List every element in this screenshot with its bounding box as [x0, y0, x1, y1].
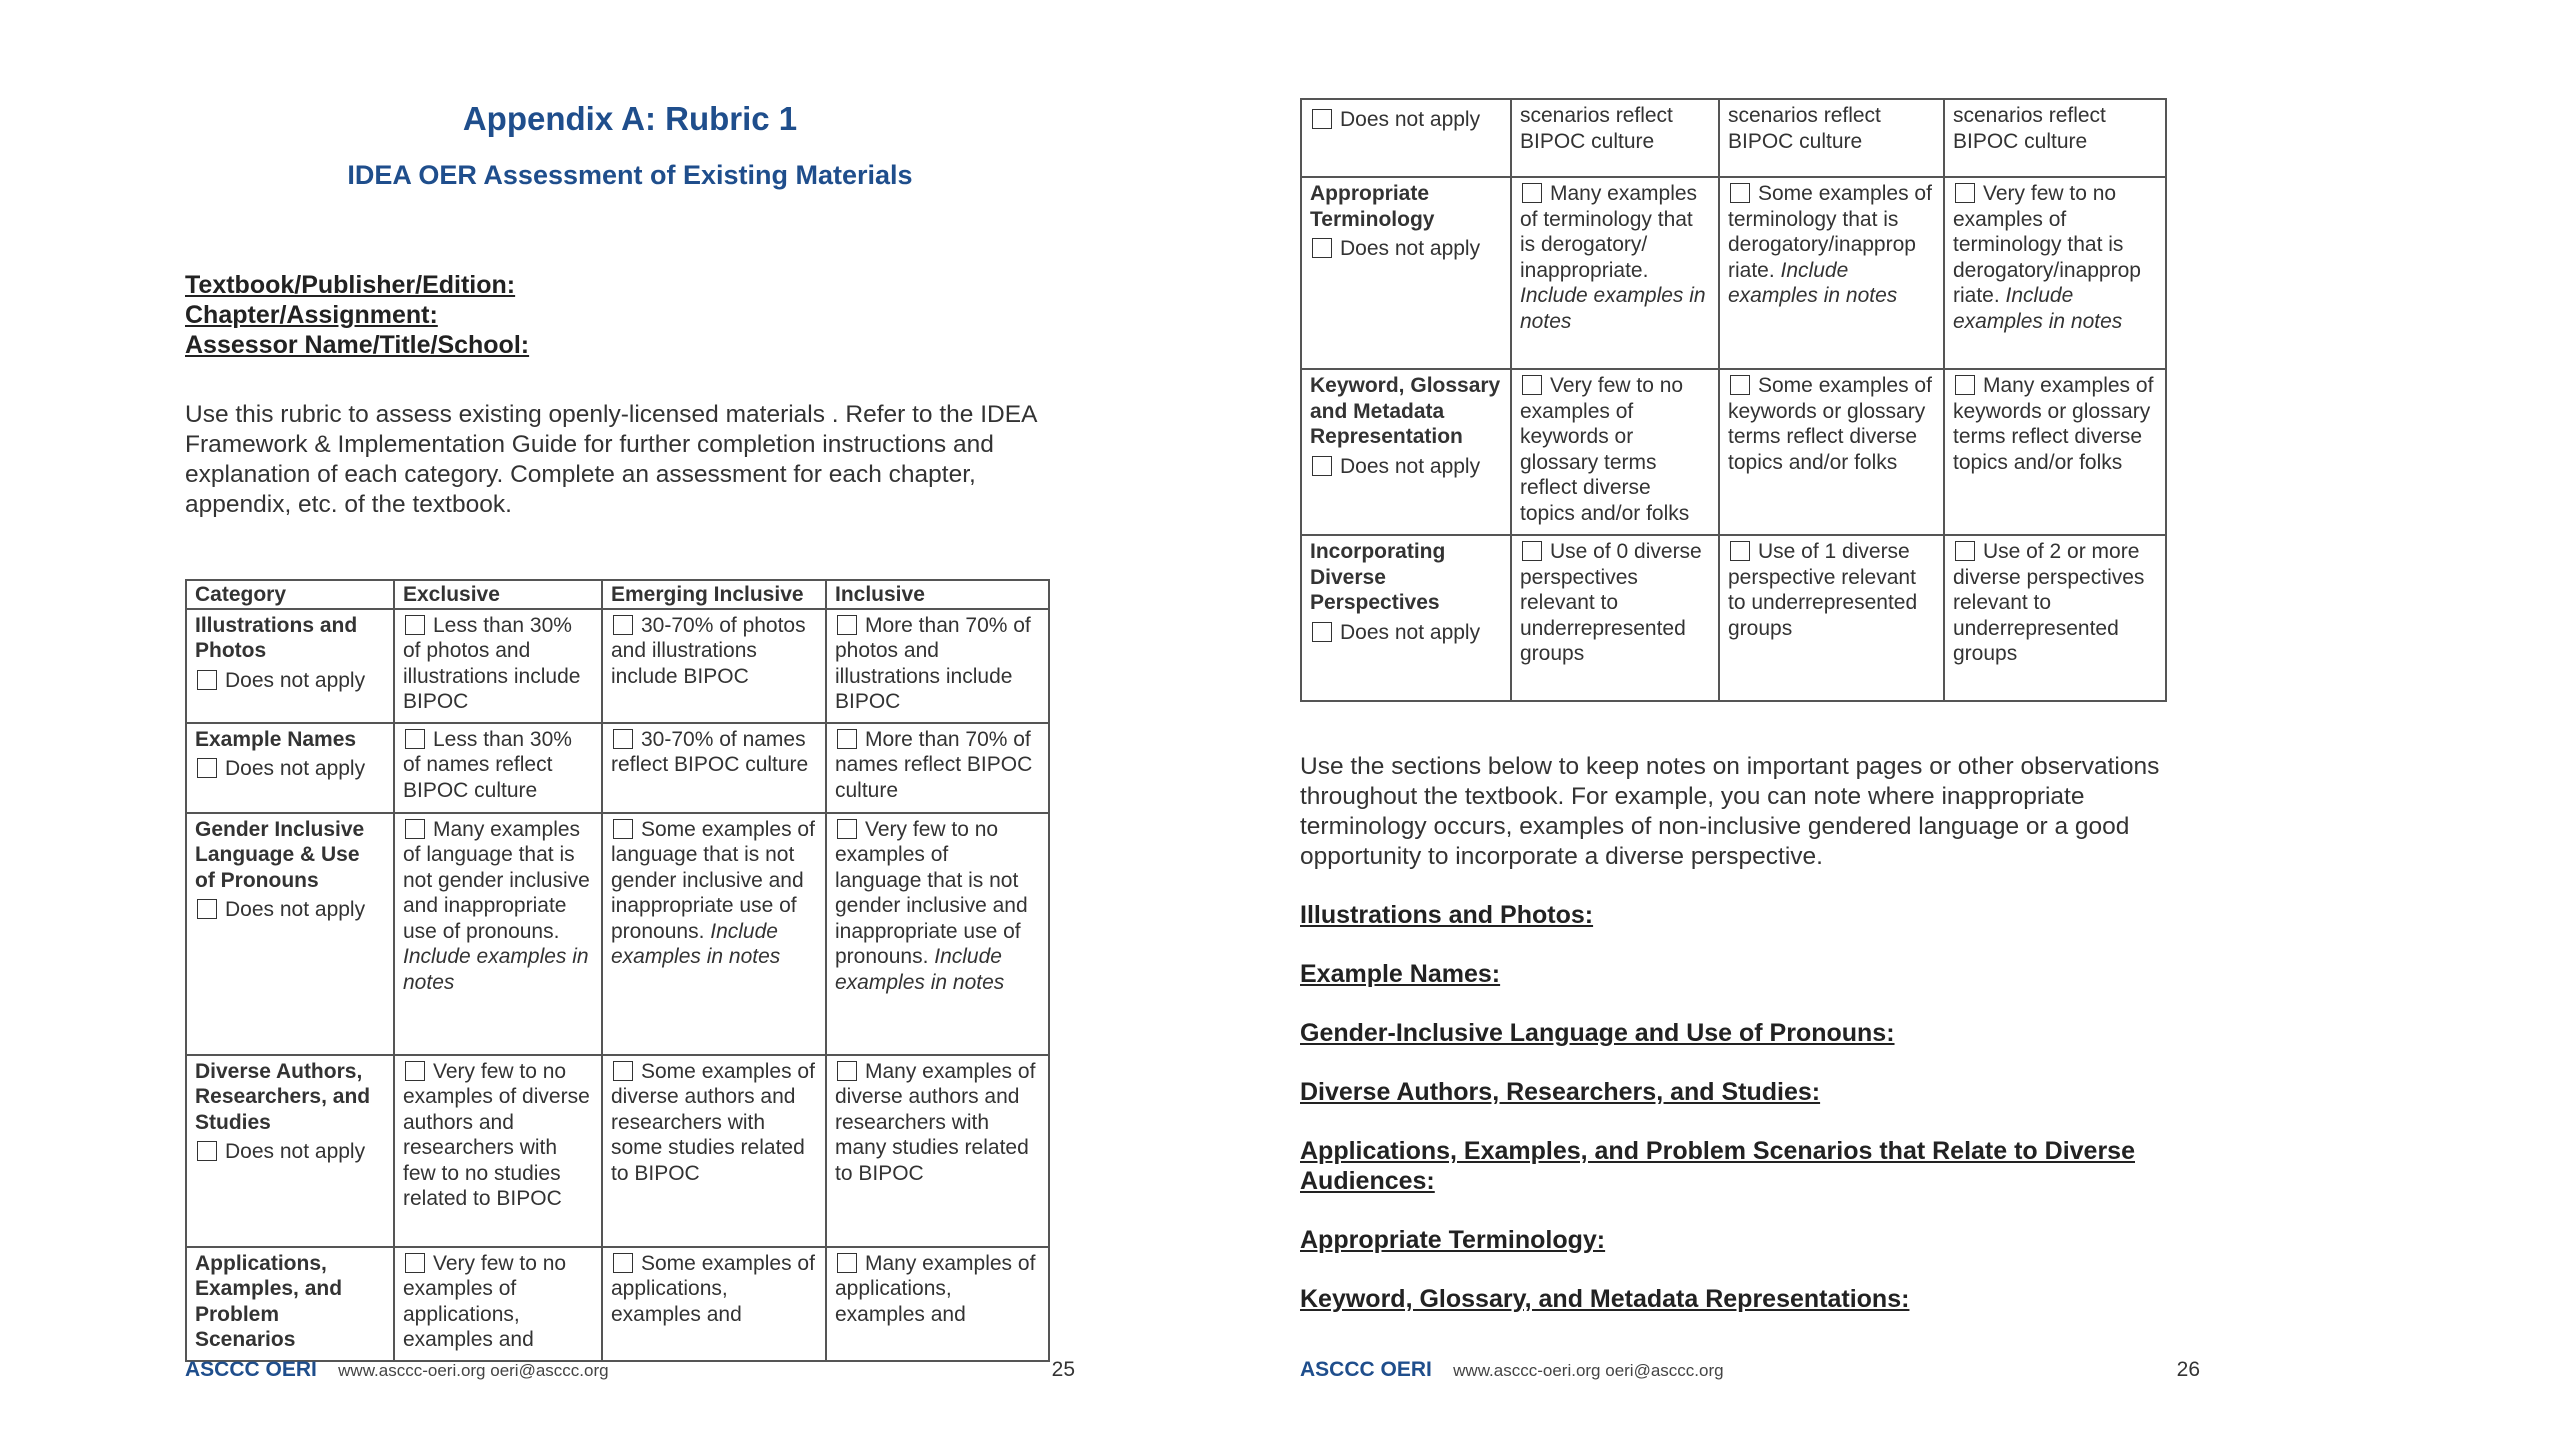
inclusive-cell: scenarios reflect BIPOC culture — [1944, 99, 2166, 177]
inclusive-cell — [1944, 177, 2166, 369]
checkbox[interactable] — [197, 1141, 217, 1161]
table-row — [1301, 177, 2166, 369]
footer-links: www.asccc-oeri.org oeri@asccc.org — [1453, 1361, 1724, 1380]
checkbox[interactable] — [1955, 375, 1975, 395]
criterion-text: Very few to no examples of diverse authors and researchers with few to no studies related to BIPOC — [403, 1059, 590, 1210]
page-title: Appendix A: Rubric 1 — [462, 100, 798, 137]
emerging-cell — [602, 813, 826, 1055]
criterion-note: Include examples in notes — [1728, 258, 1898, 307]
criterion-text: Use of 1 diverse perspective relevant to underrepresented groups — [1728, 540, 1918, 640]
category-cell — [186, 1247, 394, 1361]
header-emerging: Emerging Inclusive — [602, 580, 826, 609]
category-cell — [186, 609, 394, 723]
checkbox[interactable] — [1955, 183, 1975, 203]
checkbox[interactable] — [405, 819, 425, 839]
header-category: Category — [186, 580, 394, 609]
table-row — [186, 723, 1049, 813]
emerging-cell — [1719, 177, 1944, 369]
criterion-text: Very few to no examples of applications, examples and — [403, 1251, 567, 1351]
category-name: Incorporating Diverse Perspectives — [1310, 540, 1446, 614]
checkbox[interactable] — [1955, 541, 1975, 561]
category-name: Appropriate Terminology — [1310, 182, 1435, 231]
criterion-text: Some examples of keywords or glossary terms reflect diverse topics and/or folks — [1728, 374, 1932, 474]
inclusive-cell — [826, 1247, 1049, 1361]
notes-heading-terminology: Appropriate Terminology: — [1300, 1226, 1606, 1254]
notes-heading-applications: Applications, Examples, and Problem Scenarios that Relate to Diverse Audiences: — [1300, 1137, 2135, 1195]
does-not-apply-label: Does not apply — [225, 757, 366, 780]
inclusive-cell — [1944, 369, 2166, 535]
checkbox[interactable] — [613, 1253, 633, 1273]
table-row — [1301, 369, 2166, 535]
criterion-text: More than 70% of photos and illustrations include BIPOC — [835, 613, 1031, 713]
page-footer — [185, 1358, 1075, 1388]
page-number: 25 — [1051, 1358, 1075, 1381]
category-name: Keyword, Glossary and Metadata Representation — [1310, 374, 1501, 448]
notes-heading-illustrations: Illustrations and Photos: — [1300, 901, 1594, 929]
criterion-text: More than 70% of names reflect BIPOC culture — [835, 727, 1033, 802]
checkbox[interactable] — [1312, 109, 1332, 129]
exclusive-cell — [1511, 177, 1719, 369]
notes-heading-keyword-glossary: Keyword, Glossary, and Metadata Representations: — [1300, 1285, 1910, 1313]
category-cell — [186, 723, 394, 813]
checkbox[interactable] — [405, 615, 425, 635]
checkbox[interactable] — [837, 615, 857, 635]
does-not-apply-label: Does not apply — [225, 898, 366, 921]
emerging-cell: scenarios reflect BIPOC culture — [1719, 99, 1944, 177]
category-name: Illustrations and Photos — [195, 613, 358, 662]
does-not-apply-label: Does not apply — [1340, 454, 1481, 478]
emerging-cell — [1719, 535, 1944, 701]
field-assessor: Assessor Name/Title/School: — [185, 331, 530, 359]
does-not-apply-label: Does not apply — [1340, 237, 1481, 260]
header-inclusive: Inclusive — [826, 580, 1049, 609]
table-row — [1301, 99, 2166, 177]
criterion-text: Many examples of applications, examples and — [835, 1251, 1036, 1326]
checkbox[interactable] — [613, 729, 633, 749]
category-cell — [1301, 99, 1511, 177]
criterion-text: Some examples of terminology that is derogatory/inapprop riate. — [1728, 182, 1932, 282]
criterion-text: Less than 30% of photos and illustrations include BIPOC — [403, 613, 581, 713]
does-not-apply-label: Does not apply — [1340, 108, 1481, 131]
does-not-apply-label: Does not apply — [1340, 620, 1481, 644]
page-26 — [1300, 0, 2200, 1440]
criterion-text: Very few to no examples of keywords or glossary terms reflect diverse topics and/or folks — [1520, 374, 1690, 525]
criterion-text: Very few to no examples of language that is not gender inclusive and inappropriate use of pronouns. — [835, 817, 1028, 968]
page-number: 26 — [2176, 1358, 2200, 1381]
criterion-text: Some examples of applications, examples and — [611, 1251, 815, 1326]
rubric-table-continued — [1300, 98, 2167, 702]
category-name: Gender Inclusive Language & Use of Pronouns — [195, 817, 365, 892]
criterion-text: Many examples of keywords or glossary terms reflect diverse topics and/or folks — [1953, 374, 2154, 474]
field-chapter: Chapter/Assignment: — [185, 301, 438, 329]
checkbox[interactable] — [1730, 183, 1750, 203]
criterion-text: 30-70% of names reflect BIPOC culture — [611, 727, 809, 776]
table-row — [186, 1247, 1049, 1361]
notes-section — [1300, 900, 2200, 1343]
emerging-cell — [602, 723, 826, 813]
assessment-fields — [185, 270, 529, 360]
category-cell — [186, 1055, 394, 1247]
does-not-apply-label: Does not apply — [225, 1140, 366, 1163]
footer-links: www.asccc-oeri.org oeri@asccc.org — [338, 1361, 609, 1380]
category-cell — [186, 813, 394, 1055]
notes-heading-diverse-authors: Diverse Authors, Researchers, and Studies: — [1300, 1078, 1821, 1106]
category-name: Diverse Authors, Researchers, and Studies — [195, 1059, 371, 1134]
notes-intro-paragraph: Use the sections below to keep notes on important pages or other observations throughout the textbook. For example, you can note where inappropriate terminology occurs, examples of non-inclusive gendered language or a good opportunity to incorporate a diverse perspective. — [1300, 753, 2160, 870]
table-row — [186, 1055, 1049, 1247]
checkbox[interactable] — [1522, 375, 1542, 395]
checkbox[interactable] — [405, 1253, 425, 1273]
inclusive-cell — [826, 1055, 1049, 1247]
footer-brand: ASCCC OERI — [1300, 1358, 1432, 1381]
exclusive-cell — [394, 1055, 602, 1247]
category-cell — [1301, 535, 1511, 701]
emerging-cell — [602, 1247, 826, 1361]
criterion-note: Include examples in notes — [1520, 284, 1706, 333]
table-row — [186, 813, 1049, 1055]
criterion-note: Include examples in notes — [403, 945, 589, 994]
header-exclusive: Exclusive — [394, 580, 602, 609]
checkbox[interactable] — [405, 1061, 425, 1081]
inclusive-cell — [826, 813, 1049, 1055]
checkbox[interactable] — [613, 615, 633, 635]
criterion-text: Many examples of diverse authors and researchers with many studies related to BIPOC — [835, 1059, 1036, 1185]
table-row — [186, 609, 1049, 723]
notes-heading-example-names: Example Names: — [1300, 960, 1501, 988]
checkbox[interactable] — [1730, 375, 1750, 395]
checkbox[interactable] — [837, 819, 857, 839]
checkbox[interactable] — [837, 1061, 857, 1081]
criterion-text: Some examples of language that is not gender inclusive and inappropriate use of pronouns. — [611, 817, 815, 943]
checkbox[interactable] — [1522, 541, 1542, 561]
checkbox[interactable] — [837, 1253, 857, 1273]
exclusive-cell — [394, 723, 602, 813]
page-footer — [1300, 1358, 2200, 1388]
category-name: Applications, Examples, and Problem Scenarios — [195, 1251, 343, 1351]
category-cell — [1301, 369, 1511, 535]
exclusive-cell — [394, 609, 602, 723]
category-name: Example Names — [195, 727, 357, 751]
does-not-apply-label: Does not apply — [225, 668, 366, 692]
criterion-text: Many examples of language that is not gender inclusive and inappropriate use of pronouns. — [403, 817, 590, 943]
inclusive-cell — [826, 723, 1049, 813]
criterion-text: Some examples of diverse authors and researchers with some studies related to BIPOC — [611, 1059, 815, 1185]
criterion-text: Very few to no examples of terminology that is derogatory/inapprop riate. — [1953, 182, 2141, 307]
criterion-text: Many examples of terminology that is derogatory/ inappropriate. — [1520, 182, 1698, 282]
intro-paragraph: Use this rubric to assess existing openly-licensed materials . Refer to the IDEA Framework & Implementation Guide for further completion instructions and explanation of each category. Complete an assessment for each chapter, appendix, etc. of the textbook. — [185, 401, 1037, 518]
emerging-cell — [602, 1055, 826, 1247]
criterion-text: Use of 2 or more diverse perspectives relevant to underrepresented groups — [1953, 540, 2145, 665]
table-row — [1301, 535, 2166, 701]
checkbox[interactable] — [1730, 541, 1750, 561]
exclusive-cell — [394, 813, 602, 1055]
checkbox[interactable] — [837, 729, 857, 749]
criterion-text: Less than 30% of names reflect BIPOC culture — [403, 727, 572, 802]
criterion-note: Include examples in notes — [1953, 284, 2123, 333]
checkbox[interactable] — [613, 1061, 633, 1081]
checkbox[interactable] — [613, 819, 633, 839]
checkbox[interactable] — [1312, 238, 1332, 258]
inclusive-cell — [1944, 535, 2166, 701]
checkbox[interactable] — [197, 670, 217, 690]
criterion-text: 30-70% of photos and illustrations include BIPOC — [611, 613, 806, 688]
page-25 — [185, 0, 1075, 1440]
criterion-text: Use of 0 diverse perspectives relevant to underrepresented groups — [1520, 540, 1702, 665]
emerging-cell — [1719, 369, 1944, 535]
checkbox[interactable] — [197, 899, 217, 919]
checkbox[interactable] — [1312, 622, 1332, 642]
category-cell — [1301, 177, 1511, 369]
exclusive-cell: scenarios reflect BIPOC culture — [1511, 99, 1719, 177]
exclusive-cell — [1511, 535, 1719, 701]
page-subtitle: IDEA OER Assessment of Existing Materials — [347, 160, 913, 190]
checkbox[interactable] — [405, 729, 425, 749]
field-textbook: Textbook/Publisher/Edition: — [185, 271, 516, 299]
notes-heading-gender-inclusive: Gender-Inclusive Language and Use of Pronouns: — [1300, 1019, 1895, 1047]
rubric-table — [185, 579, 1050, 1362]
checkbox[interactable] — [1522, 183, 1542, 203]
criterion-note: Include examples in notes — [835, 945, 1005, 994]
emerging-cell — [602, 609, 826, 723]
footer-brand: ASCCC OERI — [185, 1358, 317, 1381]
table-header-row — [186, 580, 1049, 609]
checkbox[interactable] — [197, 758, 217, 778]
checkbox[interactable] — [1312, 456, 1332, 476]
inclusive-cell — [826, 609, 1049, 723]
exclusive-cell — [1511, 369, 1719, 535]
exclusive-cell — [394, 1247, 602, 1361]
criterion-note: Include examples in notes — [611, 919, 781, 968]
